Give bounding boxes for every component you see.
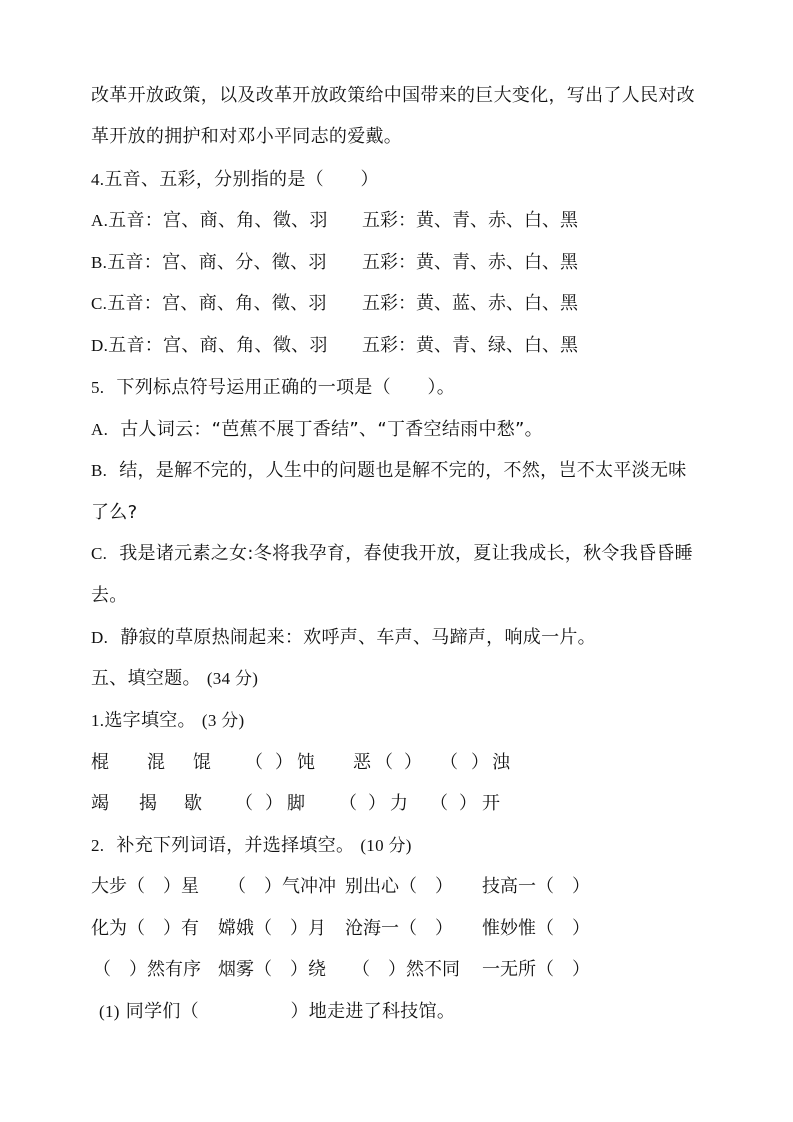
option-label: B. [91,253,108,272]
option-label: C. [91,544,108,563]
q4-option-c [91,292,327,316]
blank-open: （ [375,752,393,773]
word-char: 恶 [353,752,371,773]
question-score: (3 分) [201,711,245,730]
option-text: 结，是解不完的，人生中的问题也是解不完的，不然，岂不太平淡无味 [119,460,687,481]
word-char: 开 [482,793,500,814]
question-score: (10 分) [360,836,412,855]
option-label: C. [91,294,108,313]
option-char: 竭 [91,793,109,814]
idiom-item: 化为（ ）有 [91,918,199,939]
fill-2-sub-1 [99,1000,455,1024]
blank-close: ） [265,793,283,814]
word-char: 浊 [492,752,510,773]
q4-option-b [91,251,327,275]
q4-option-b-cai: 五彩：黄、青、赤、白、黑 [362,252,578,273]
option-yin: 五音：宫、商、角、徵、羽 [107,293,327,314]
q5-option-b-cont: 了么? [91,502,138,523]
blank-close: ） [275,752,293,773]
sub-before: 同学们（ [125,1001,199,1022]
word-char: 饨 [297,752,315,773]
question-stem: 五音、五彩，分别指的是（ ） [104,169,379,190]
q5-option-c-cont: 去。 [91,585,128,606]
question-4 [91,168,379,192]
q4-option-a [91,209,328,233]
blank-open: （ [440,752,458,773]
option-text: 我是诸元素之女:冬将我孕育，春使我开放，夏让我成长，秋令我昏昏睡 [119,543,693,564]
fill-1-heading [91,709,244,733]
q4-option-d [91,334,328,358]
option-text: 古人词云：“芭蕉不展丁香结”、“丁香空结雨中愁”。 [120,419,543,440]
word-char: 力 [390,793,408,814]
option-char: 馄 [193,752,211,773]
paragraph-line-2: 革开放的拥护和对邓小平同志的爱戴。 [91,126,403,147]
option-label: A. [91,211,109,230]
option-label: D. [91,336,109,355]
question-title: 补充下列词语，并选择填空。 [116,835,355,856]
idiom-item: 别出心（ ） [345,876,453,897]
fill-2-heading [91,834,412,858]
question-number: 1. [91,711,105,730]
sub-after: ）地走进了科技馆。 [290,1001,456,1022]
idiom-item: 烟雾（ ）绕 [218,959,326,980]
q5-option-d [91,626,596,650]
idiom-item: 一无所（ ） [482,959,590,980]
option-text: 静寂的草原热闹起来：欢呼声、车声、马蹄声，响成一片。 [120,627,596,648]
idiom-item: （ ）气冲冲 [228,876,336,897]
blank-open: （ [245,752,263,773]
option-char: 棍 [91,752,109,773]
sub-label: (1) [99,1002,120,1021]
question-number: 5. [91,378,105,397]
idiom-item: 技高一（ ） [482,876,590,897]
blank-close: ） [404,752,422,773]
q4-option-a-cai: 五彩：黄、青、赤、白、黑 [362,210,578,231]
q5-option-b [91,459,687,483]
option-yin: 五音：宫、商、分、徵、羽 [107,252,327,273]
blank-open: （ [430,793,448,814]
blank-close: ） [459,793,477,814]
question-title: 选字填空。 [104,710,196,731]
idiom-item: 沧海一（ ） [345,918,453,939]
idiom-item: （ ）然不同 [352,959,460,980]
option-yin: 五音：宫、商、角、徵、羽 [108,335,328,356]
question-stem: 下列标点符号运用正确的一项是（ ）。 [116,377,456,398]
idiom-item: （ ）然有序 [93,959,201,980]
question-number: 2. [91,836,105,855]
idiom-item: 惟妙惟（ ） [482,918,590,939]
blank-open: （ [339,793,357,814]
section-5-heading [91,667,258,691]
section-score: (34 分) [206,669,259,688]
option-char: 歇 [184,793,202,814]
option-label: D. [91,628,109,647]
option-label: B. [91,461,108,480]
question-5 [91,376,455,400]
option-char: 混 [147,752,165,773]
paragraph-line-1: 改革开放政策，以及改革开放政策给中国带来的巨大变化，写出了人民对改 [91,85,695,106]
option-yin: 五音：宫、商、角、徵、羽 [108,210,328,231]
option-char: 揭 [139,793,157,814]
question-number: 4. [91,170,105,189]
blank-close: ） [368,793,386,814]
q4-option-d-cai: 五彩：黄、青、绿、白、黑 [362,335,578,356]
blank-close: ） [471,752,489,773]
idiom-item: 嫦娥（ ）月 [218,918,326,939]
option-label: A. [91,420,109,439]
q5-option-c [91,542,693,566]
blank-open: （ [235,793,253,814]
q5-option-a [91,418,543,442]
word-char: 脚 [287,793,305,814]
answer-blank[interactable] [199,1001,291,1022]
idiom-item: 大步（ ）星 [91,876,199,897]
section-title: 五、填空题。 [91,668,201,689]
q4-option-c-cai: 五彩：黄、蓝、赤、白、黑 [362,293,578,314]
